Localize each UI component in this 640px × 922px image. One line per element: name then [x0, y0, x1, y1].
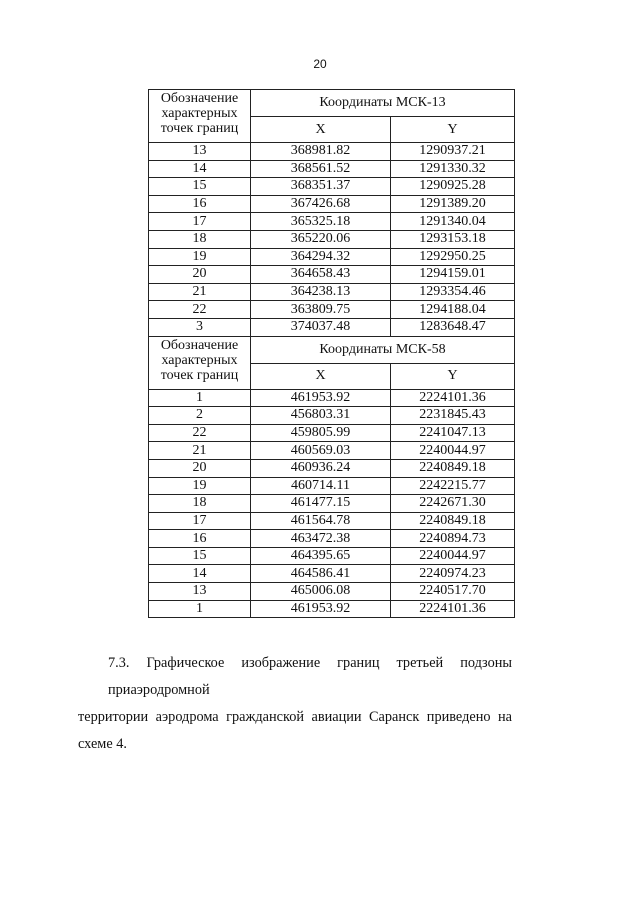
y-coordinate-cell: 1291389.20 [391, 195, 515, 213]
table-row [149, 143, 515, 161]
x-coordinate-cell: 364238.13 [251, 283, 391, 301]
table-row [149, 318, 515, 336]
x-coordinate-cell: 456803.31 [251, 407, 391, 425]
point-cell: 2 [149, 407, 251, 425]
point-cell: 21 [149, 442, 251, 460]
point-cell: 16 [149, 195, 251, 213]
y-coordinate-cell: 1294188.04 [391, 301, 515, 319]
point-cell: 1 [149, 389, 251, 407]
table-row [149, 301, 515, 319]
x-coordinate-cell: 364658.43 [251, 266, 391, 284]
table-row [149, 600, 515, 618]
y-coordinate-cell: 1293354.46 [391, 283, 515, 301]
y-axis-header: Y [391, 363, 515, 389]
x-coordinate-cell: 461564.78 [251, 512, 391, 530]
x-coordinate-cell: 363809.75 [251, 301, 391, 319]
y-coordinate-cell: 2242215.77 [391, 477, 515, 495]
x-coordinate-cell: 365325.18 [251, 213, 391, 231]
x-coordinate-cell: 460569.03 [251, 442, 391, 460]
table-row [149, 195, 515, 213]
x-coordinate-cell: 461953.92 [251, 389, 391, 407]
x-coordinate-cell: 460714.11 [251, 477, 391, 495]
table-row [149, 407, 515, 425]
section-7-3-paragraph [78, 650, 512, 758]
x-coordinate-cell: 374037.48 [251, 318, 391, 336]
coordinates-table [148, 89, 515, 618]
point-cell: 14 [149, 160, 251, 178]
point-cell: 13 [149, 143, 251, 161]
paragraph-second-line: территории аэродрома гражданской авиации Саранск приведено на схеме 4. [78, 709, 512, 752]
point-cell: 20 [149, 266, 251, 284]
page-number: 20 [313, 57, 327, 71]
point-cell: 17 [149, 512, 251, 530]
table-row [149, 283, 515, 301]
y-coordinate-cell: 2240849.18 [391, 459, 515, 477]
x-coordinate-cell: 368561.52 [251, 160, 391, 178]
paragraph-first-line: 7.3. Графическое изображение границ третьей подзоны приаэродромной [108, 655, 512, 698]
point-cell: 22 [149, 424, 251, 442]
table-row [149, 565, 515, 583]
point-cell: 21 [149, 283, 251, 301]
point-cell: 1 [149, 600, 251, 618]
table-row [149, 583, 515, 601]
point-cell: 3 [149, 318, 251, 336]
table-row [149, 248, 515, 266]
point-designation-header: Обозначение характерных точек границ [149, 90, 251, 143]
table-row [149, 424, 515, 442]
point-cell: 22 [149, 301, 251, 319]
table-row [149, 266, 515, 284]
x-coordinate-cell: 460936.24 [251, 459, 391, 477]
y-coordinate-cell: 2224101.36 [391, 600, 515, 618]
table-row [149, 477, 515, 495]
point-cell: 14 [149, 565, 251, 583]
table-row [149, 495, 515, 513]
y-coordinate-cell: 2240974.23 [391, 565, 515, 583]
y-coordinate-cell: 2231845.43 [391, 407, 515, 425]
table-header-row [149, 90, 515, 117]
x-coordinate-cell: 368351.37 [251, 178, 391, 196]
table-row [149, 442, 515, 460]
point-cell: 19 [149, 248, 251, 266]
y-coordinate-cell: 1290925.28 [391, 178, 515, 196]
table-row [149, 459, 515, 477]
y-coordinate-cell: 2240849.18 [391, 512, 515, 530]
point-cell: 13 [149, 583, 251, 601]
y-coordinate-cell: 2240044.97 [391, 442, 515, 460]
table-row [149, 230, 515, 248]
x-coordinate-cell: 365220.06 [251, 230, 391, 248]
x-coordinate-cell: 367426.68 [251, 195, 391, 213]
table-row [149, 213, 515, 231]
x-coordinate-cell: 368981.82 [251, 143, 391, 161]
y-coordinate-cell: 1293153.18 [391, 230, 515, 248]
y-coordinate-cell: 2242671.30 [391, 495, 515, 513]
y-coordinate-cell: 1290937.21 [391, 143, 515, 161]
y-coordinate-cell: 1291330.32 [391, 160, 515, 178]
x-coordinate-cell: 459805.99 [251, 424, 391, 442]
x-coordinate-cell: 461477.15 [251, 495, 391, 513]
point-designation-header: Обозначение характерных точек границ [149, 336, 251, 389]
point-cell: 20 [149, 459, 251, 477]
x-coordinate-cell: 464586.41 [251, 565, 391, 583]
point-cell: 19 [149, 477, 251, 495]
x-coordinate-cell: 461953.92 [251, 600, 391, 618]
table-row [149, 547, 515, 565]
y-coordinate-cell: 2240517.70 [391, 583, 515, 601]
y-coordinate-cell: 1294159.01 [391, 266, 515, 284]
y-coordinate-cell: 1292950.25 [391, 248, 515, 266]
coordinates-table-body [149, 90, 515, 618]
y-coordinate-cell: 1291340.04 [391, 213, 515, 231]
x-coordinate-cell: 465006.08 [251, 583, 391, 601]
table-row [149, 530, 515, 548]
point-cell: 16 [149, 530, 251, 548]
y-coordinate-cell: 2224101.36 [391, 389, 515, 407]
table-row [149, 389, 515, 407]
point-cell: 18 [149, 230, 251, 248]
y-coordinate-cell: 2240894.73 [391, 530, 515, 548]
table-header-row [149, 336, 515, 363]
table-row [149, 178, 515, 196]
coordinate-system-header: Координаты МСК-58 [251, 336, 515, 363]
table-row [149, 512, 515, 530]
x-axis-header: X [251, 117, 391, 143]
point-cell: 18 [149, 495, 251, 513]
x-axis-header: X [251, 363, 391, 389]
point-cell: 15 [149, 547, 251, 565]
y-coordinate-cell: 1283648.47 [391, 318, 515, 336]
point-cell: 17 [149, 213, 251, 231]
x-coordinate-cell: 364294.32 [251, 248, 391, 266]
point-cell: 15 [149, 178, 251, 196]
x-coordinate-cell: 464395.65 [251, 547, 391, 565]
y-axis-header: Y [391, 117, 515, 143]
y-coordinate-cell: 2240044.97 [391, 547, 515, 565]
y-coordinate-cell: 2241047.13 [391, 424, 515, 442]
x-coordinate-cell: 463472.38 [251, 530, 391, 548]
table-row [149, 160, 515, 178]
coordinate-system-header: Координаты МСК-13 [251, 90, 515, 117]
